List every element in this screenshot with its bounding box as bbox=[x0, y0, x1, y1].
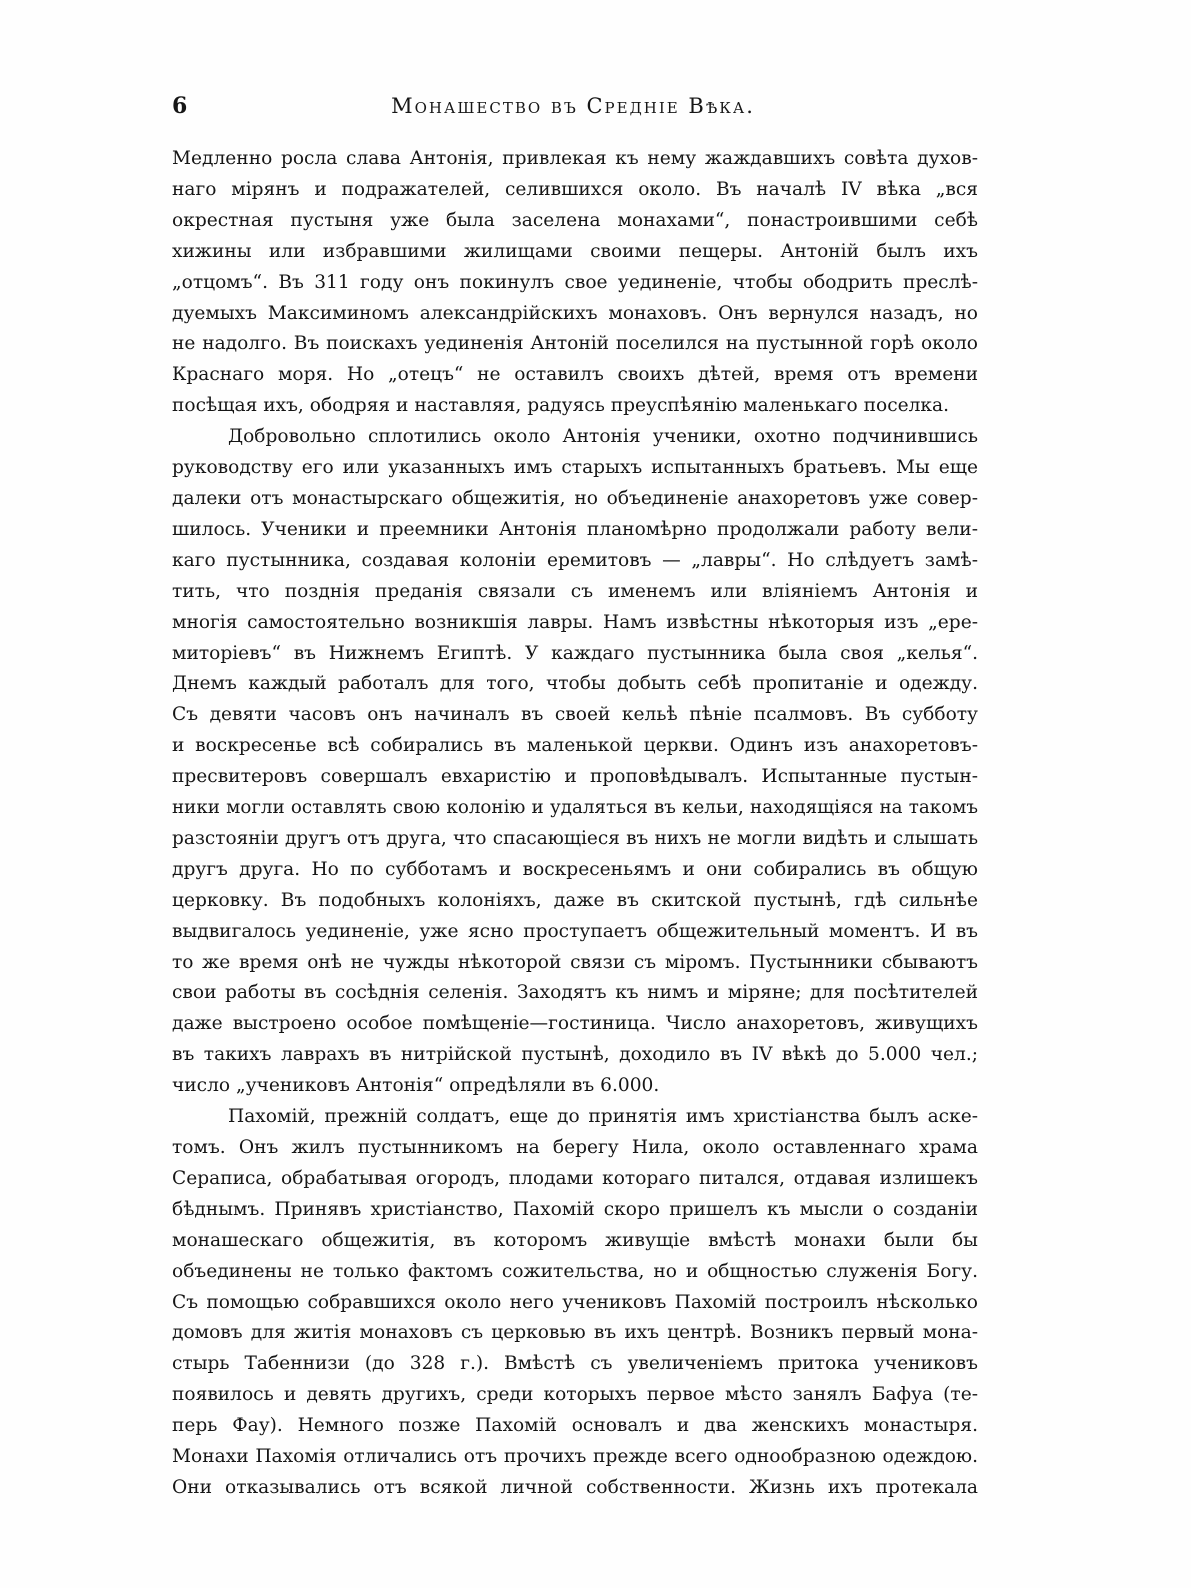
text-line: свои работы въ сосѣднія селенія. Заходятъ къ нимъ и міряне; для посѣтителей bbox=[172, 982, 978, 1004]
text-line: Краснаго моря. Но „отецъ“ не оставилъ своихъ дѣтей, время отъ времени bbox=[172, 364, 978, 386]
text-line: Съ помощью собравшихся около него учениковъ Пахомій построилъ нѣсколько bbox=[172, 1291, 978, 1313]
text-line: дуемыхъ Максиминомъ александрійскихъ монаховъ. Онъ вернулся назадъ, но bbox=[172, 302, 978, 324]
text-line: „отцомъ“. Въ 311 году онъ покинулъ свое уединеніе, чтобы ободрить преслѣ- bbox=[172, 271, 978, 293]
text-line: Пахомій, прежній солдатъ, еще до принятія имъ христіанства былъ аске- bbox=[228, 1106, 978, 1128]
text-line: наго мірянъ и подражателей, селившихся около. Въ началѣ IV вѣка „вся bbox=[172, 178, 978, 200]
text-line: тить, что позднія преданія связали съ именемъ или вліяніемъ Антонія и bbox=[172, 580, 978, 602]
text-line: даже выстроено особое помѣщеніе—гостиница. Число анахоретовъ, живущихъ bbox=[172, 1013, 978, 1035]
text-line: стырь Табеннизи (до 328 г.). Вмѣстѣ съ увеличеніемъ притока учениковъ bbox=[172, 1353, 978, 1375]
paragraph bbox=[172, 422, 978, 1102]
text-line: руководству его или указанныхъ имъ старыхъ испытанныхъ братьевъ. Мы еще bbox=[172, 457, 978, 479]
text-line: перь Фау). Немного позже Пахомій основалъ и два женскихъ монастыря. bbox=[172, 1415, 978, 1437]
text-line: Сераписа, обрабатывая огородъ, плодами котораго питался, отдавая излишекъ bbox=[172, 1167, 978, 1189]
running-title: Монашество въ Средніе Вѣка. bbox=[391, 94, 755, 118]
text-line: Добровольно сплотились около Антонія ученики, охотно подчинившись bbox=[228, 426, 978, 448]
text-line: томъ. Онъ жилъ пустынникомъ на берегу Нила, около оставленнаго храма bbox=[172, 1137, 978, 1158]
text-line: другъ друга. Но по субботамъ и воскресеньямъ и они собирались въ общую bbox=[172, 858, 978, 880]
text-line: каго пустынника, создавая колоніи еремитовъ — „лавры“. Но слѣдуетъ замѣ- bbox=[172, 549, 978, 571]
text-line: Монахи Пахомія отличались отъ прочихъ прежде всего однообразною одеждою. bbox=[172, 1446, 978, 1468]
text-line: шилось. Ученики и преемники Антонія планомѣрно продолжали работу вели- bbox=[172, 518, 978, 540]
text-line: пресвитеровъ совершалъ евхаристію и проповѣдывалъ. Испытанные пустын- bbox=[172, 766, 978, 788]
body-text bbox=[172, 144, 978, 1504]
text-line: домовъ для житія монаховъ съ церковью въ ихъ центрѣ. Возникъ первый мона- bbox=[172, 1322, 978, 1344]
text-line: окрестная пустыня уже была заселена монахами“, понастроившими себѣ bbox=[172, 209, 978, 231]
text-line: хижины или избравшими жилищами своими пещеры. Антоній былъ ихъ bbox=[172, 240, 978, 262]
text-line: монашескаго общежитія, въ которомъ живущіе вмѣстѣ монахи были бы bbox=[172, 1229, 978, 1251]
text-line: разстояніи другъ отъ друга, что спасающіеся въ нихъ не могли видѣть и слышать bbox=[172, 827, 978, 849]
text-line: объединены не только фактомъ сожительства, но и общностью служенія Богу. bbox=[172, 1260, 978, 1282]
page-number: 6 bbox=[172, 93, 188, 119]
text-line: ники могли оставлять свою колонію и удаляться въ кельи, находящіяся на такомъ bbox=[172, 797, 978, 819]
text-line: церковку. Въ подобныхъ колоніяхъ, даже въ скитской пустынѣ, гдѣ сильнѣе bbox=[172, 889, 978, 911]
text-line: въ такихъ лаврахъ въ нитрійской пустынѣ, доходило въ IV вѣкѣ до 5.000 чел.; bbox=[172, 1044, 978, 1066]
text-line: миторіевъ“ въ Нижнемъ Египтѣ. У каждаго пустынника была своя „келья“. bbox=[172, 642, 978, 664]
text-line: Съ девяти часовъ онъ начиналъ въ своей кельѣ пѣніе псалмовъ. Въ субботу bbox=[172, 704, 978, 726]
page-header bbox=[170, 92, 976, 126]
text-line: посѣщая ихъ, ободряя и наставляя, радуясь преуспѣянію маленькаго поселка. bbox=[172, 395, 950, 417]
text-line: выдвигалось уединеніе, уже ясно проступаетъ общежительный моментъ. И въ bbox=[172, 920, 978, 942]
text-line: не надолго. Въ поискахъ уединенія Антоній поселился на пустынной горѣ около bbox=[172, 333, 978, 355]
text-line: то же время онѣ не чужды нѣкоторой связи съ міромъ. Пустынники сбываютъ bbox=[172, 951, 978, 973]
text-line: многія самостоятельно возникшія лавры. Намъ извѣстны нѣкоторыя изъ „ере- bbox=[172, 611, 978, 633]
text-line: и воскресенье всѣ собирались въ маленькой церкви. Одинъ изъ анахоретовъ- bbox=[172, 735, 978, 757]
paragraph bbox=[172, 144, 978, 422]
text-line: бѣднымъ. Принявъ христіанство, Пахомій скоро пришелъ къ мысли о созданіи bbox=[172, 1198, 978, 1220]
text-line: появилось и девять другихъ, среди которыхъ первое мѣсто занялъ Бафуа (те- bbox=[172, 1384, 978, 1406]
text-line: Они отказывались отъ всякой личной собственности. Жизнь ихъ протекала bbox=[172, 1476, 978, 1498]
text-line: Медленно росла слава Антонія, привлекая къ нему жаждавшихъ совѣта духов- bbox=[172, 148, 978, 169]
text-line: далеки отъ монастырскаго общежитія, но объединеніе анахоретовъ уже совер- bbox=[172, 487, 978, 509]
paragraph bbox=[172, 1102, 978, 1504]
text-line: Днемъ каждый работалъ для того, чтобы добыть себѣ пропитаніе и одежду. bbox=[172, 673, 978, 695]
text-line: число „учениковъ Антонія“ опредѣляли въ 6.000. bbox=[172, 1075, 660, 1097]
